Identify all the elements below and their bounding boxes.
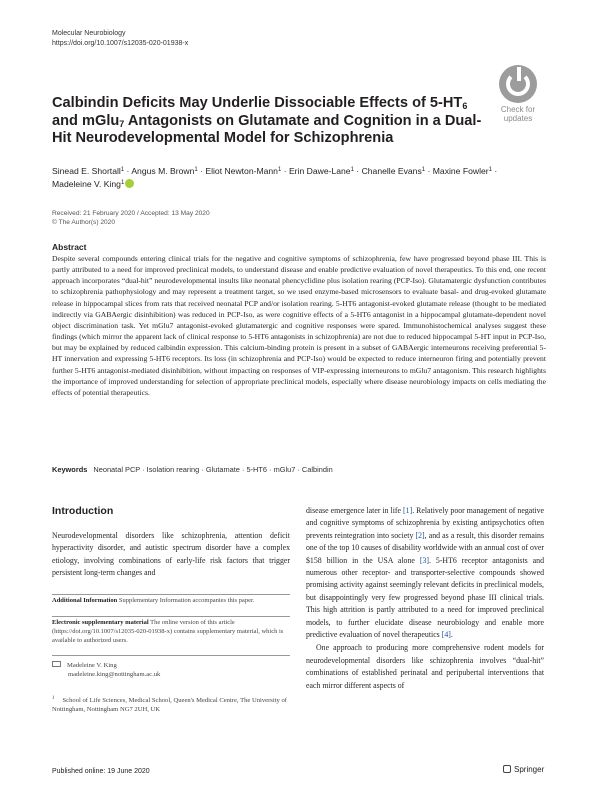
check-for-updates-badge[interactable] xyxy=(492,65,544,127)
corresponding-author: Madeleine V. King xyxy=(67,662,117,669)
published-date: Published online: 19 June 2020 xyxy=(52,768,150,775)
badge-line-2: updates xyxy=(503,114,533,123)
section-heading-introduction: Introduction xyxy=(52,505,114,517)
correspondence xyxy=(52,661,290,680)
journal-header xyxy=(52,29,188,49)
envelope-icon xyxy=(52,661,61,667)
keywords-label: Keywords xyxy=(52,465,88,474)
author[interactable]: Chanelle Evans xyxy=(361,166,422,176)
citation-link[interactable]: [4] xyxy=(441,630,451,640)
author[interactable]: Maxine Fowler xyxy=(432,166,489,176)
citation-link[interactable]: [1] xyxy=(403,506,413,515)
intro-paragraph: disease emergence later in life [1]. Relatively poor management of negative and cognitive symptoms of schizophrenia by existing antipsychotics often prevents reintegration into society [2], and as a result, this disorder remains one of the top 10 causes of disability worldwide with an annual cost of over $158 billion in the USA alone [3]. 5-HT6 receptor antagonists and numerous other receptor- and transporter-selective compounds showed promising activity against seemingly relevant deficits in preclinical models, but disappointingly very few progressed beyond phase III clinical trials. This high attrition is partly attributed to a need for improved preclinical models, to further elucidate disease neurobiology and enable more predictive evaluation of novel therapeutics [4]. xyxy=(306,506,545,640)
article-dates xyxy=(52,209,210,227)
divider xyxy=(52,616,290,617)
author[interactable]: Sinead E. Shortall xyxy=(52,166,121,176)
received-accepted: Received: 21 February 2020 / Accepted: 13 May 2020 xyxy=(52,210,210,217)
divider xyxy=(52,655,290,656)
intro-left-column: Neurodevelopmental disorders like schizophrenia, attention deficit hyperactivity disorder, and autistic spectrum disorder have a complex etiology, involving combinations of early-life risk factors that trigger persistent long-term changes and xyxy=(52,531,290,578)
citation-link[interactable]: [3] xyxy=(419,555,429,565)
intro-paragraph: One approach to producing more comprehensive rodent models for neurodevelopmental disorders like schizophrenia involves “dual-hit” combinations of established perinatal and peripubertal interventions that each mirror different aspects of xyxy=(306,643,544,690)
orcid-icon[interactable] xyxy=(125,179,134,188)
affiliation: $^1$ School of Life Sciences, Medical School, Queen's Medical Centre, The University of Nottingham, Nottingham NG7 2UH, UK xyxy=(52,696,287,713)
citation-link[interactable]: [2] xyxy=(415,530,425,540)
doi-link[interactable]: https://doi.org/10.1007/s12035-020-01938-x xyxy=(52,40,189,47)
keywords-list: Neonatal PCP · Isolation rearing · Glutamate · 5-HT6 · mGlu7 · Calbindin xyxy=(93,465,333,474)
divider xyxy=(52,594,290,595)
intro-right-column xyxy=(306,505,544,692)
license-notice: © The Author(s) 2020 xyxy=(52,219,116,226)
article-title: Calbindin Deficits May Underlie Dissociable Effects of $5-HT_6$ and mGlu$_7$ Antagonists on Glutamate and Cognition in a Dual-Hit Neurodevelopmental Model for Schizophrenia xyxy=(52,95,482,146)
author[interactable]: Eliot Newton-Mann xyxy=(205,166,278,176)
email-link[interactable]: madeleine.king@nottingham.ac.uk xyxy=(68,670,161,678)
author-list: Sinead E. Shortall$^1$ · Angus M. Brown$^1$ · Eliot Newton-Mann$^1$ · Erin Dawe-Lane$^1$ · Chanelle Evans$^1$ · Maxine Fowler$^1$ · Madeleine V. King$^1$ xyxy=(52,166,498,189)
additional-information-note: Additional Information Supplementary Information accompanies this paper. xyxy=(52,597,255,604)
springer-horse-icon xyxy=(503,765,511,773)
author[interactable]: Erin Dawe-Lane xyxy=(288,166,351,176)
publisher-logo: Springer xyxy=(503,765,544,774)
supplementary-material-note: Electronic supplementary material The online version of this article (https://doi.org/10.1007/s12035-020-01938-x) contains supplementary material, which is available to authorized users. xyxy=(52,619,284,644)
badge-line-1: Check for xyxy=(500,105,536,114)
check-for-updates-icon xyxy=(499,65,537,103)
abstract-body: Despite several compounds entering clinical trials for the negative and cognitive symptoms of schizophrenia, few have progressed beyond phase III. This is partly attributed to a need for improved preclinical models, to understand disease and enable predictive evaluation of novel therapeutics. To this end, one recent approach incorporates “dual-hit” neurodevelopmental insults like neonatal phencyclidine plus isolation rearing (PCP-Iso). Glutamatergic dysfunction contributes to schizophrenia pathophysiology and may represent a treatment target, so we used enzyme-based microsensors to evaluate basal- and drug-evoked glutamate release in hippocampal slices from rats that received neonatal PCP and/or isolation rearing. 5-HT6 antagonist-evoked glutamate release (thought to be mediated indirectly via GABAergic disinhibition) was reduced in PCP-Iso, as were cognitive effects of a 5-HT6 antagonist in a hippocampal glutamate-dependent novel object discrimination task. Yet mGlu7 antagonist-evoked glutamatergic and cognitive responses were spared. Immunohistochemical analyses suggest these findings (which mirror the apparent lack of clinical response to 5-HT6 antagonists in schizophrenia) are not due to reduced hippocampal 5-HT input in PCP-Iso, but may be explained by reduced calbindin expression. This calcium-binding protein is present in a subset of GABAergic interneurons receiving preferential 5-HT innervation and expressing 5-HT6 receptors. Its loss (in schizophrenia and PCP-Iso) would be expected to reduce interneuron firing and potentially prevent further 5-HT6 antagonist-mediated disinhibition, without impacting on responses of VIP-expressing interneurons to mGlu7 antagonism. This research highlights the importance of improved understanding for selection of appropriate preclinical models, especially where disease neurobiology impacts on cells mediating the effects of potential therapeutics. xyxy=(52,254,546,397)
keywords xyxy=(52,465,546,474)
abstract-heading: Abstract xyxy=(52,242,87,252)
journal-name: Molecular Neurobiology xyxy=(52,30,126,37)
author[interactable]: Madeleine V. King xyxy=(52,179,121,189)
author[interactable]: Angus M. Brown xyxy=(131,166,195,176)
